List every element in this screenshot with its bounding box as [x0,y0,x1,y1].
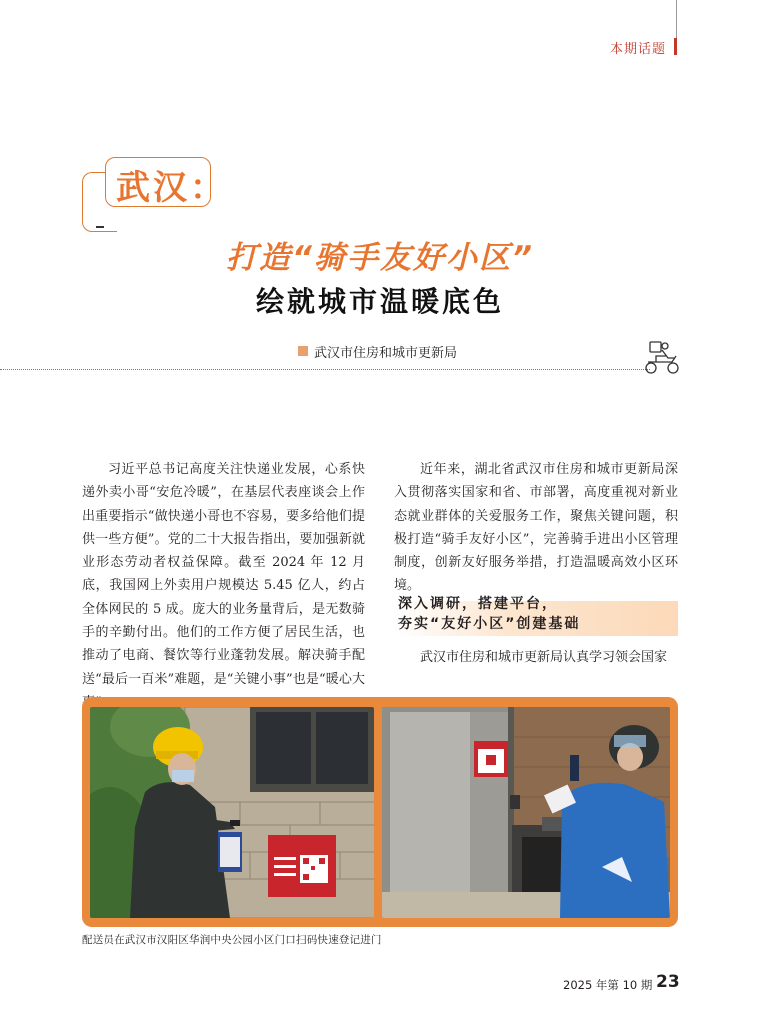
subhead-line-2: 夯实“友好小区”创建基础 [398,616,581,632]
section-tag-bar [674,38,677,55]
body-paragraph: 习近平总书记高度关注快递业发展，心系快递外卖小哥“安危冷暖”，在基层代表座谈会上作出重要指示“做快递小哥也不容易，要多给他们提供一些方便”。党的二十大报告指出，要加强新就业形态劳动者权益保障。截至 2024 年 12 月底，我国网上外卖用户规模达 5.45 亿人，约占全体网民的 5 成。庞大的业务量背后，是无数骑手的辛勤付出。他们的工作方便了居民生活，也推动了电商、餐饮等行业蓬勃发展。解决骑手配送“最后一百米”难题，是“关键小事”也是“暖心大 [82,462,365,687]
section-subhead [398,594,580,634]
headline-title: 打造“骑手友好小区” [226,240,534,276]
place-label: 武汉： [116,168,227,208]
page-number: 23 [656,972,680,992]
body-paragraph: 近年来，湖北省武汉市住房和城市更新局深入贯彻落实国家和省、市部署，高度重视对新业态就业群体的关爱服务工作，聚焦关键问题，积极打造“骑手友好小区”，完善骑手进出小区管理制度，创新友好服务举措，打造温暖高效小区环境。 [394,462,678,594]
subhead-line-1: 深入调研，搭建平台， [398,596,558,612]
photo-courier-scanning-sign [90,707,374,918]
body-column-right-continued [394,646,678,669]
issue-label: 2025 年第 10 期 [563,978,653,992]
photo-courier-at-gate [382,707,670,918]
author-marker [298,346,308,356]
section-tag: 本期话题 [610,42,667,57]
body-paragraph: 武汉市住房和城市更新局认真学习领会国家 [420,650,668,665]
headline-subtitle: 绘就城市温暖底色 [255,285,504,318]
body-column-right [394,458,678,598]
body-column-left [82,458,365,714]
delivery-scooter-icon [642,338,682,376]
author-label: 武汉市住房和城市更新局 [314,346,458,361]
dotted-divider [0,369,650,370]
photo-caption: 配送员在武汉市汉阳区华润中央公园小区门口扫码快速登记进门 [82,934,382,946]
header-rule [676,0,677,38]
bubble-dash [96,226,104,228]
